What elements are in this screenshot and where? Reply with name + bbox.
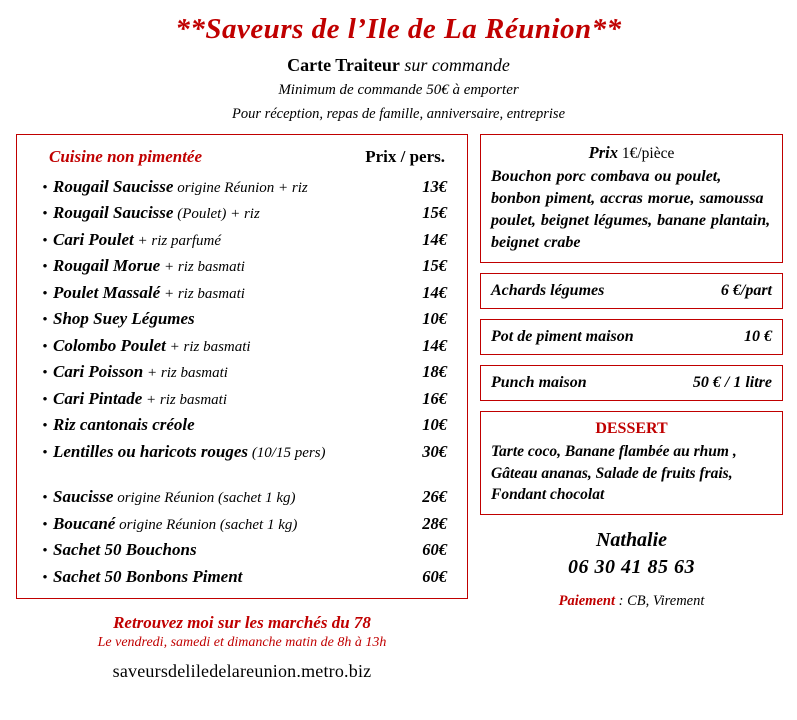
piment-row bbox=[491, 328, 772, 346]
achards-label: Achards légumes bbox=[491, 282, 605, 300]
dessert-title: DESSERT bbox=[595, 420, 668, 438]
dish-price: 30€ bbox=[422, 441, 447, 461]
dish-name: Cari Poulet bbox=[53, 229, 134, 249]
dish-price: 15€ bbox=[422, 256, 447, 276]
dish-name: Poulet Massalé bbox=[53, 282, 161, 302]
dish-price: 14€ bbox=[422, 335, 447, 355]
dish-price: 13€ bbox=[422, 176, 447, 196]
section-title-cuisine: Cuisine non pimentée bbox=[49, 146, 203, 166]
website-url[interactable]: saveursdeliledelareunion.metro.biz bbox=[112, 660, 372, 681]
snacks-price-label: Prix bbox=[588, 142, 618, 162]
dish-desc: + riz basmati bbox=[143, 365, 228, 382]
dessert-box bbox=[480, 411, 783, 515]
punch-label: Punch maison bbox=[491, 374, 587, 392]
list-item bbox=[27, 442, 457, 462]
bullet-icon: • bbox=[42, 490, 48, 507]
punch-box bbox=[480, 365, 783, 401]
bullet-icon: • bbox=[42, 543, 48, 560]
right-column bbox=[480, 134, 783, 610]
list-item bbox=[27, 309, 457, 329]
dish-desc: + riz basmati bbox=[165, 338, 251, 355]
occasions-note: Pour réception, repas de famille, anniversaire, entreprise bbox=[231, 105, 566, 122]
dish-price: 10€ bbox=[422, 309, 447, 329]
bullet-icon: • bbox=[42, 312, 48, 329]
payment-value: : CB, Virement bbox=[614, 593, 705, 610]
dish-desc: origine Réunion (sachet 1 kg) bbox=[115, 516, 298, 533]
dish-name: Sachet 50 Bouchons bbox=[53, 540, 197, 560]
dish-price: 14€ bbox=[422, 282, 447, 302]
bullet-icon: • bbox=[42, 285, 48, 302]
dish-desc: + riz parfumé bbox=[133, 232, 221, 249]
dish-desc: (10/15 pers) bbox=[248, 444, 326, 461]
dish-desc: + riz basmati bbox=[142, 391, 227, 408]
dessert-list: Tarte coco, Banane flambée au rhum , Gâteau ananas, Salade de fruits frais, Fondant chocolat bbox=[491, 443, 737, 504]
dish-price: 60€ bbox=[422, 540, 447, 560]
dish-price: 14€ bbox=[422, 229, 447, 249]
list-item bbox=[27, 203, 457, 223]
bullet-icon: • bbox=[42, 418, 48, 435]
list-item bbox=[27, 487, 457, 507]
achards-box bbox=[480, 273, 783, 309]
punch-price: 50 € / 1 litre bbox=[692, 374, 772, 392]
dish-name: Riz cantonais créole bbox=[53, 415, 195, 435]
dish-name: Shop Suey Légumes bbox=[53, 309, 195, 329]
bullet-icon: • bbox=[42, 516, 48, 533]
list-item bbox=[27, 177, 457, 197]
left-column bbox=[16, 134, 468, 682]
dish-desc: + riz basmati bbox=[160, 259, 245, 276]
minimum-order-note: Minimum de commande 50€ à emporter bbox=[278, 82, 519, 99]
list-item bbox=[27, 362, 457, 382]
dish-price: 18€ bbox=[422, 362, 447, 382]
dish-desc: origine Réunion (sachet 1 kg) bbox=[113, 490, 296, 507]
page-title: **Saveurs de l’Ile de La Réunion** bbox=[175, 13, 622, 45]
contact-name: Nathalie bbox=[595, 529, 668, 552]
dish-name: Cari Poisson bbox=[53, 362, 144, 382]
content-columns bbox=[0, 134, 797, 682]
piment-price: 10 € bbox=[744, 328, 772, 346]
list-item bbox=[27, 230, 457, 250]
bullet-icon: • bbox=[42, 232, 48, 249]
dish-name: Rougail Saucisse bbox=[53, 176, 174, 196]
dish-price: 15€ bbox=[422, 203, 447, 223]
market-days-note: Le vendredi, samedi et dimanche matin de 8h à 13h bbox=[97, 634, 387, 650]
dish-name: Rougail Morue bbox=[53, 256, 161, 276]
snacks-price-value: 1€/pièce bbox=[617, 144, 675, 162]
snacks-title bbox=[491, 143, 772, 163]
piment-box bbox=[480, 319, 783, 355]
bullet-icon: • bbox=[42, 391, 48, 408]
markets-note: Retrouvez moi sur les marchés du 78 bbox=[113, 612, 371, 632]
dish-name: Lentilles ou haricots rouges bbox=[53, 441, 249, 461]
left-footer bbox=[16, 613, 468, 682]
price-column-header: Prix / pers. bbox=[365, 146, 445, 166]
bullet-icon: • bbox=[42, 259, 48, 276]
dish-name: Sachet 50 Bonbons Piment bbox=[53, 566, 243, 586]
achards-row bbox=[491, 282, 772, 300]
menu-list-main bbox=[27, 177, 457, 462]
page-header bbox=[0, 0, 797, 124]
bullet-icon: • bbox=[42, 365, 48, 382]
payment-label: Paiement bbox=[558, 593, 615, 610]
dish-name: Colombo Poulet bbox=[53, 335, 166, 355]
list-item bbox=[27, 389, 457, 409]
payment-note bbox=[480, 593, 783, 610]
bullet-icon: • bbox=[42, 444, 48, 461]
list-separator bbox=[27, 468, 457, 477]
dish-desc: origine Réunion + riz bbox=[173, 179, 308, 196]
dish-price: 16€ bbox=[422, 388, 447, 408]
piment-label: Pot de piment maison bbox=[491, 328, 634, 346]
dish-price: 26€ bbox=[422, 487, 447, 507]
bullet-icon: • bbox=[42, 206, 48, 223]
dish-name: Cari Pintade bbox=[53, 388, 143, 408]
dish-price: 28€ bbox=[422, 513, 447, 533]
snacks-box bbox=[480, 134, 783, 263]
list-item bbox=[27, 514, 457, 534]
main-menu-box bbox=[16, 134, 468, 599]
bullet-icon: • bbox=[42, 569, 48, 586]
dish-price: 10€ bbox=[422, 415, 447, 435]
dish-name: Rougail Saucisse bbox=[53, 203, 174, 223]
contact-phone[interactable]: 06 30 41 85 63 bbox=[568, 556, 695, 579]
menu-list-secondary bbox=[27, 487, 457, 587]
bullet-icon: • bbox=[42, 338, 48, 355]
snacks-list: Bouchon porc combava ou poulet, bonbon piment, accras morue, samoussa poulet, beignet légumes, banane plantain, beignet crabe bbox=[491, 167, 771, 251]
subtitle-bold: Carte Traiteur bbox=[287, 54, 400, 75]
contact-block bbox=[480, 529, 783, 579]
dish-desc: + riz basmati bbox=[160, 285, 245, 302]
menu-box-header bbox=[27, 145, 457, 167]
list-item bbox=[27, 540, 457, 560]
dish-desc: (Poulet) + riz bbox=[173, 206, 260, 223]
dish-name: Boucané bbox=[53, 513, 116, 533]
dish-price: 60€ bbox=[422, 566, 447, 586]
achards-price: 6 €/part bbox=[720, 282, 772, 300]
bullet-icon: • bbox=[42, 179, 48, 196]
punch-row bbox=[491, 374, 772, 392]
list-item bbox=[27, 415, 457, 435]
list-item bbox=[27, 567, 457, 587]
subtitle-italic: sur commande bbox=[399, 54, 510, 75]
list-item bbox=[27, 283, 457, 303]
list-item bbox=[27, 256, 457, 276]
dish-name: Saucisse bbox=[53, 487, 114, 507]
list-item bbox=[27, 336, 457, 356]
subtitle-carte-traiteur bbox=[0, 54, 797, 77]
